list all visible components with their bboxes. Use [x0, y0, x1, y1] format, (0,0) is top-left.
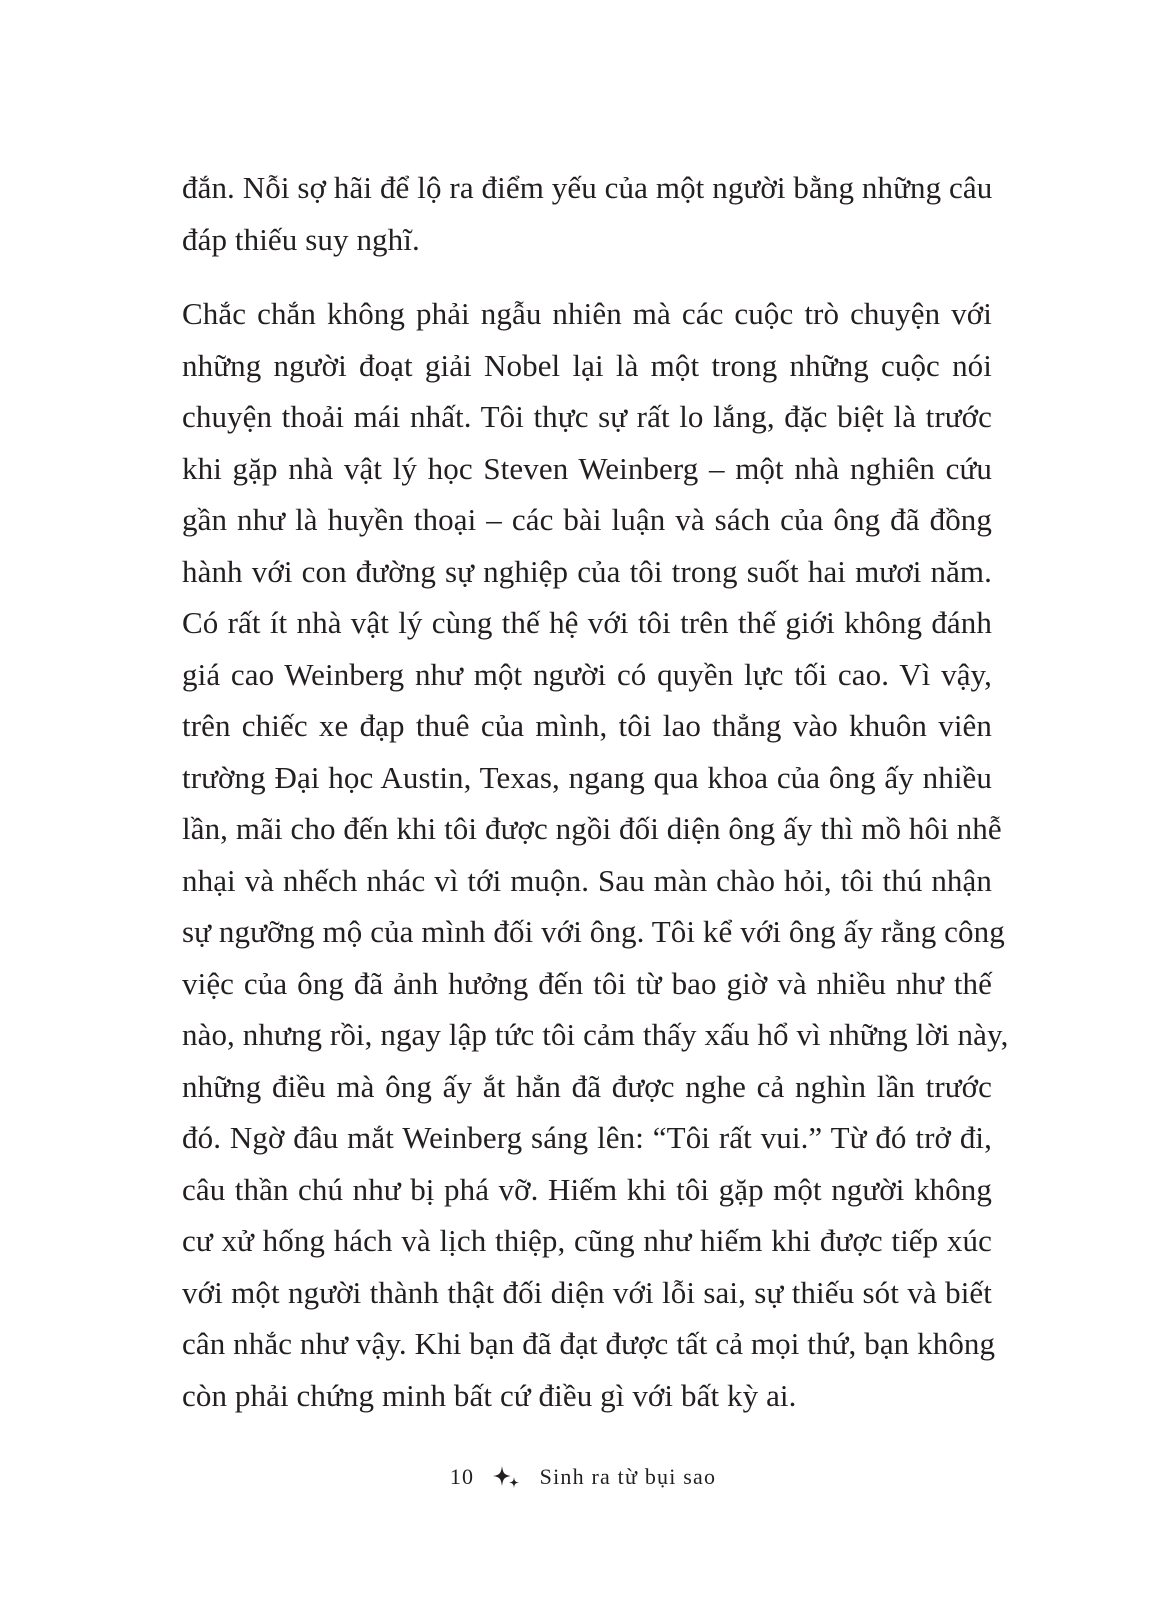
text-line: những điều mà ông ấy ắt hẳn đã được nghe cả nghìn lần trước	[182, 1068, 992, 1104]
text-line: nào, nhưng rồi, ngay lập tức tôi cảm thấy xấu hổ vì những lời này,	[182, 1017, 1009, 1052]
sparkle-icon	[491, 1464, 521, 1490]
paragraph-2	[182, 288, 1009, 1421]
text-line: lần, mãi cho đến khi tôi được ngồi đối diện ông ấy thì mồ hôi nhễ	[182, 811, 1002, 846]
text-line: hành với con đường sự nghiệp của tôi trong suốt hai mươi năm.	[182, 553, 992, 589]
text-line: đắn. Nỗi sợ hãi để lộ ra điểm yếu của một người bằng những câu	[182, 170, 993, 205]
text-line: gần như là huyền thoại – các bài luận và sách của ông đã đồng	[182, 502, 992, 537]
book-title: Sinh ra từ bụi sao	[539, 1463, 717, 1489]
text-line: với một người thành thật đối diện với lỗi sai, sự thiếu sót và biết	[182, 1274, 992, 1310]
text-line: câu thần chú như bị phá vỡ. Hiếm khi tôi gặp một người không	[182, 1171, 992, 1207]
text-line: cân nhắc như vậy. Khi bạn đã đạt được tất cả mọi thứ, bạn không	[182, 1326, 996, 1361]
text-line: cư xử hống hách và lịch thiệp, cũng như hiếm khi được tiếp xúc	[182, 1223, 992, 1258]
page-number: 10	[449, 1463, 475, 1489]
page-footer	[0, 1462, 1166, 1490]
text-line: giá cao Weinberg như một người có quyền lực tối cao. Vì vậy,	[182, 656, 992, 692]
text-line: những người đoạt giải Nobel lại là một trong những cuộc nói	[182, 347, 992, 383]
text-line: trường Đại học Austin, Texas, ngang qua khoa của ông ấy nhiều	[182, 759, 992, 795]
text-line: đó. Ngờ đâu mắt Weinberg sáng lên: “Tôi rất vui.” Từ đó trở đi,	[182, 1120, 992, 1155]
text-line: Có rất ít nhà vật lý cùng thế hệ với tôi trên thế giới không đánh	[182, 605, 992, 640]
text-line: trên chiếc xe đạp thuê của mình, tôi lao thẳng vào khuôn viên	[182, 708, 992, 743]
text-line: nhại và nhếch nhác vì tới muộn. Sau màn chào hỏi, tôi thú nhận	[182, 862, 992, 898]
paragraph-1	[182, 162, 992, 265]
text-line: đáp thiếu suy nghĩ.	[182, 221, 420, 257]
text-line: chuyện thoải mái nhất. Tôi thực sự rất lo lắng, đặc biệt là trước	[182, 399, 992, 434]
text-line: khi gặp nhà vật lý học Steven Weinberg – một nhà nghiên cứu	[182, 450, 992, 486]
text-line: Chắc chắn không phải ngẫu nhiên mà các cuộc trò chuyện với	[182, 296, 992, 331]
text-line: sự ngưỡng mộ của mình đối với ông. Tôi kể với ông ấy rằng công	[182, 914, 1005, 949]
text-line: việc của ông đã ảnh hưởng đến tôi từ bao giờ và nhiều như thế	[182, 965, 992, 1001]
text-line: còn phải chứng minh bất cứ điều gì với bất kỳ ai.	[182, 1377, 797, 1413]
